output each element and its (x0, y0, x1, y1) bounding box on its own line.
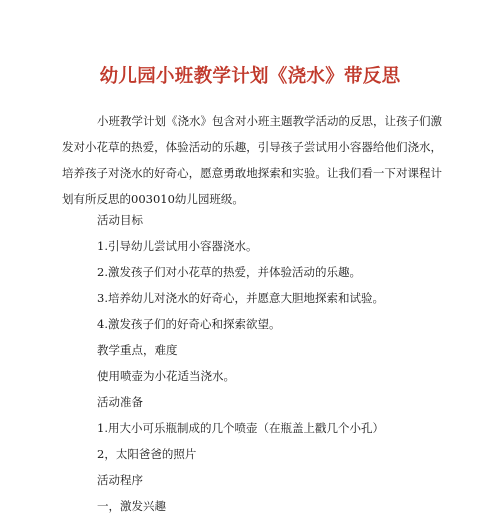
document-title: 幼儿园小班教学计划《浇水》带反思 (99, 66, 401, 87)
goal-item-1: 1.引导幼儿尝试用小容器浇水。 (97, 239, 258, 253)
procedure-step-1: 一，激发兴趣 (97, 499, 166, 513)
intro-paragraph: 小班教学计划《浇水》包含对小班主题教学活动的反思，让孩子们激发对小花草的热爱，体验活动的乐趣，引导孩子尝试用小容器给他们浇水，培养孩子对浇水的好奇心，愿意勇敢地探索和实验。让我们看一下对课程计划有所反思的003010幼儿园班级。 (62, 114, 442, 206)
section-heading-key-points: 教学重点，难度 (97, 343, 178, 357)
goal-item-2: 2.激发孩子们对小花草的热爱，并体验活动的乐趣。 (97, 265, 361, 279)
section-heading-goals: 活动目标 (97, 213, 143, 227)
section-heading-procedure: 活动程序 (97, 473, 143, 487)
goal-item-3: 3.培养幼儿对浇水的好奇心，并愿意大胆地探索和试验。 (97, 291, 384, 305)
section-heading-preparation: 活动准备 (97, 395, 143, 409)
key-point-item: 使用喷壶为小花适当浇水。 (97, 369, 235, 383)
preparation-item-2: 2，太阳爸爸的照片 (97, 447, 197, 461)
preparation-item-1: 1.用大小可乐瓶制成的几个喷壶（在瓶盖上戳几个小孔） (97, 421, 384, 435)
goal-item-4: 4.激发孩子们的好奇心和探索欲望。 (97, 317, 281, 331)
